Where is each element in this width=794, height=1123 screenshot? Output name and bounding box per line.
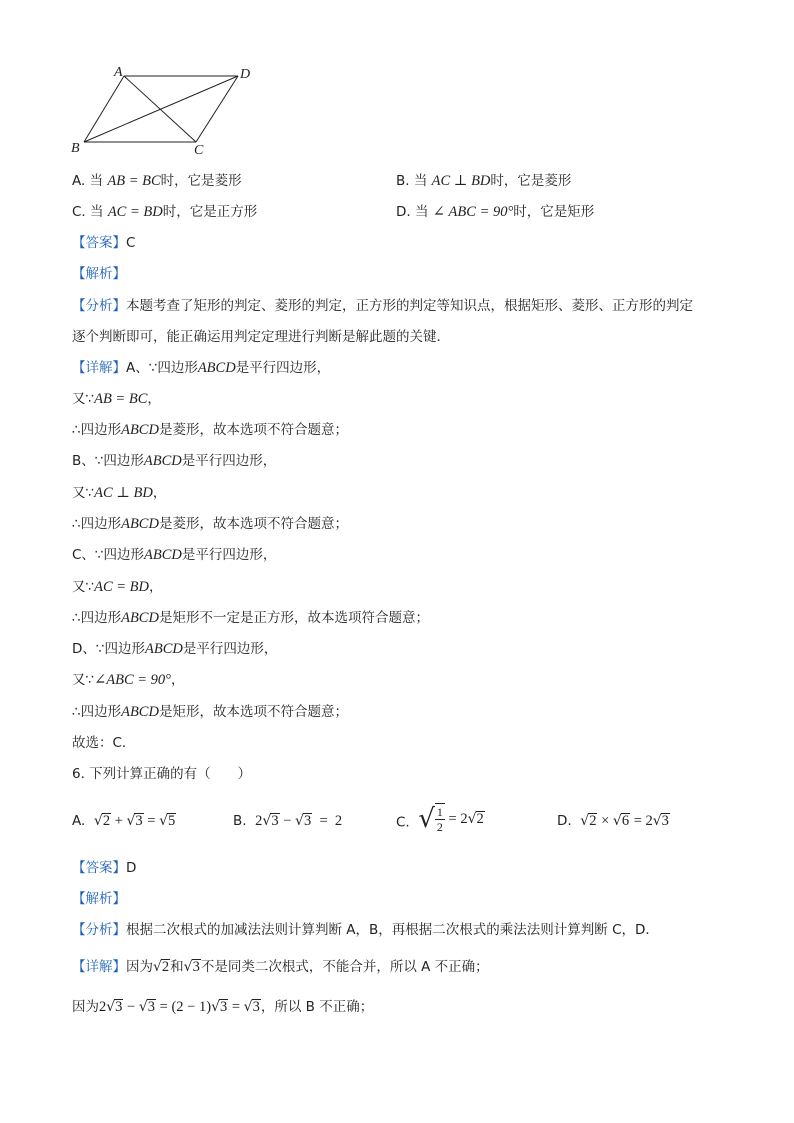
option-math: AB = BC [107, 173, 161, 189]
operator: = [633, 813, 642, 829]
step-math: ABCD [144, 641, 183, 657]
q5-step-2 [72, 389, 161, 409]
step-pre: A、∵四边形 [126, 360, 198, 376]
result: 2 [334, 813, 343, 829]
option-letter: B. [396, 173, 410, 189]
option-letter: A. [72, 173, 86, 189]
q5-option-c [72, 202, 257, 222]
vertex-label-d: D [240, 67, 251, 82]
step-math: ∠ABC = 90° [94, 672, 171, 688]
option-pre: 当 [414, 204, 429, 220]
option-math: AC ⊥ BD [431, 173, 491, 189]
step-pre: B、∵四边形 [72, 453, 144, 469]
q5-option-b [396, 171, 571, 191]
option-pre: 当 [90, 204, 104, 220]
option-post: 时，它是矩形 [513, 204, 595, 220]
option-pre: 当 [89, 173, 104, 189]
step-post: 是矩形不一定是正方形，故本选项符合题意； [158, 610, 429, 626]
step-math: ABCD [144, 547, 182, 563]
option-math: ∠ ABC = 90° [432, 204, 514, 220]
q5-step-12 [72, 702, 348, 722]
radicand: 2 [161, 959, 170, 975]
operator: = [159, 999, 168, 1015]
text: 不是同类二次根式，不能合并，所以 A 不正确； [200, 959, 489, 975]
step-pre: ∴四边形 [72, 422, 122, 438]
radicand: 3 [271, 813, 279, 829]
option-post: 时，它是菱形 [160, 173, 242, 189]
denominator: 2 [436, 820, 443, 834]
step-pre: ∴四边形 [72, 704, 122, 720]
operator: + [114, 813, 123, 829]
q6-option-c [396, 803, 485, 834]
q5-step-9 [72, 608, 429, 628]
step-pre: 又∵ [72, 391, 95, 407]
operator: = [147, 813, 156, 829]
step-post: 是矩形，故本选项不符合题意； [158, 704, 348, 720]
step-math: ABCD [121, 422, 159, 438]
q5-step-11 [72, 670, 184, 690]
step-math: ABCD [121, 610, 159, 626]
step-math: ABCD [121, 516, 159, 532]
step-post: 是平行四边形， [181, 453, 277, 469]
step-post: 是平行四边形， [182, 641, 278, 657]
q5-fenxi-line-2: 逐个判断即可，能正确运用判定定理进行判断是解此题的关键． [72, 329, 450, 345]
diagonal-bd [84, 76, 238, 142]
radicand: 3 [192, 959, 200, 975]
option-post: 时，它是菱形 [490, 173, 572, 189]
fraction [435, 803, 445, 834]
radicand: 2 [102, 813, 111, 829]
q5-analysis-tag: 【解析】 [72, 266, 126, 282]
radicand: 2 [476, 810, 484, 827]
step-math: ABCD [143, 453, 182, 469]
q5-step-3 [72, 420, 348, 440]
fenxi-text: 本题考查了矩形的判定、菱形的判定，正方形的判定等知识点，根据矩形、菱形、正方形的判定 [126, 298, 693, 314]
q6-option-d [557, 811, 670, 831]
vertex-label-b: B [71, 141, 80, 156]
step-post: 是平行四边形， [181, 547, 277, 563]
q6-option-a [72, 811, 176, 831]
operator: × [601, 813, 610, 829]
operator: − [127, 999, 136, 1015]
vertex-label-a: A [114, 65, 123, 80]
q6-answer [72, 858, 136, 878]
step-pre: D、∵四边形 [72, 641, 145, 657]
option-math: √2 × √6 = 2√3 [580, 813, 669, 829]
text: 因为 [126, 959, 153, 975]
option-letter: D. [557, 813, 572, 829]
step-post: 是菱形，故本选项不符合题意； [158, 516, 348, 532]
q5-option-a [72, 171, 242, 191]
option-math: AC = BD [107, 204, 163, 220]
radicand: 3 [661, 813, 669, 829]
step-post: ， [147, 391, 161, 407]
step-math: ABCD [121, 704, 159, 720]
q5-step-6 [72, 514, 348, 534]
q5-step-10 [72, 639, 277, 659]
option-letter: B. [233, 813, 247, 829]
step-post: ， [170, 672, 185, 688]
q5-answer [72, 233, 135, 253]
coefficient: 2 [255, 813, 263, 829]
step-math: AB = BC [94, 391, 148, 407]
xiangjie-tag: 【详解】 [72, 959, 126, 975]
operator: = [319, 813, 328, 829]
radicand: 3 [252, 999, 260, 1015]
q5-step-5 [72, 483, 166, 503]
answer-tag: 【答案】 [72, 860, 126, 876]
fenxi-tag: 【分析】 [72, 298, 126, 314]
coefficient: 2 [645, 813, 653, 829]
option-math: 2√3 − √3 = 2 [255, 813, 343, 829]
parallelogram-figure [66, 62, 266, 162]
operator: = [231, 999, 241, 1015]
q6-analysis-tag: 【解析】 [72, 891, 126, 907]
xiangjie-tag: 【详解】 [72, 360, 126, 376]
text: 因为 [72, 999, 99, 1015]
edge-ab [84, 76, 124, 142]
q6-title: 6. 下列计算正确的有（ ） [72, 766, 252, 782]
q5-conclusion: 故选：C． [72, 735, 136, 751]
step-pre: 又∵ [72, 672, 95, 688]
q5-option-d [396, 202, 594, 222]
q6-xiangjie-1: 【详解】因为√2和√3不是同类二次根式，不能合并，所以 A 不正确； [72, 959, 489, 975]
radicand: 6 [621, 813, 630, 829]
step-math: ABCD [197, 360, 236, 376]
radicand: 3 [147, 999, 156, 1015]
vertex-label-c: C [194, 143, 204, 158]
step-pre: 又∵ [72, 579, 95, 595]
fenxi-text: 根据二次根式的加减法法则计算判断 A，B，再根据二次根式的乘法法则计算判断 C，D． [126, 922, 659, 938]
radicand: 3 [303, 813, 312, 829]
expression: (2 − 1) [171, 999, 212, 1015]
coefficient: 2 [99, 999, 107, 1015]
option-letter: C. [396, 814, 410, 831]
coefficient: 2 [460, 810, 468, 827]
answer-value: C [126, 235, 136, 251]
q5-step-7 [72, 545, 276, 565]
step-math: AC ⊥ BD [94, 485, 153, 501]
step-pre: C、∵四边形 [72, 547, 145, 563]
option-post: 时，它是正方形 [162, 204, 258, 220]
step-post: ， [152, 485, 167, 501]
step-math: AC = BD [94, 579, 149, 595]
q6-fenxi [72, 920, 659, 940]
step-pre: 又∵ [72, 485, 95, 501]
step-post: ， [149, 579, 163, 595]
numerator: 1 [436, 805, 443, 819]
q6-xiangjie-2: 因为2√3 − √3 = (2 − 1)√3 = √3，所以 B 不正确； [72, 999, 374, 1015]
option-letter: A. [72, 813, 86, 829]
q5-fenxi-line-1 [72, 296, 693, 316]
radicand: 3 [135, 813, 143, 829]
step-pre: ∴四边形 [72, 610, 122, 626]
q5-step-8 [72, 577, 163, 597]
step-pre: ∴四边形 [72, 516, 122, 532]
q5-step-4 [72, 451, 276, 471]
option-pre: 当 [413, 173, 428, 189]
radicand: 2 [589, 813, 597, 829]
step-post: 是平行四边形， [235, 360, 331, 376]
text: 和 [170, 959, 184, 975]
option-letter: D. [396, 204, 411, 220]
radicand: 5 [168, 813, 176, 829]
option-letter: C. [72, 204, 86, 220]
fenxi-tag: 【分析】 [72, 922, 126, 938]
edge-cd [196, 76, 238, 142]
radicand: 3 [115, 999, 123, 1015]
operator: − [283, 813, 292, 829]
step-post: 是菱形，故本选项不符合题意； [158, 422, 348, 438]
operator: = [448, 810, 457, 827]
text: ，所以 B 不正确； [260, 999, 374, 1015]
option-math: √2 + √3 = √5 [93, 813, 176, 829]
q6-option-b [233, 811, 342, 831]
answer-value: D [126, 860, 137, 876]
answer-tag: 【答案】 [72, 235, 126, 251]
q5-step-1 [72, 358, 330, 378]
option-math: √ $\frac{1}{2}$ = 2 √ 2 [418, 803, 484, 834]
radicand: 3 [219, 999, 228, 1015]
